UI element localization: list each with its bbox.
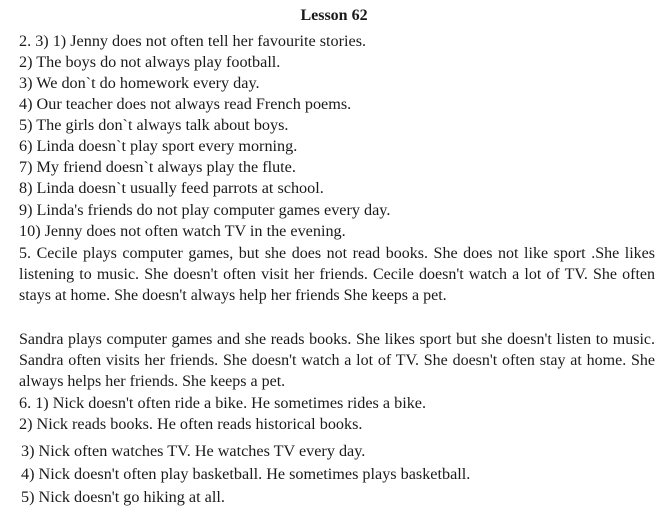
- ex2-line-1: 2. 3) 1) Jenny does not often tell her favourite stories.: [19, 32, 367, 50]
- ex2-line-10: 10) Jenny does not often watch TV in the evening.: [19, 222, 346, 240]
- ex6-line-2: 2) Nick reads books. He often reads historical books.: [19, 415, 363, 433]
- ex2-line-8: 8) Linda doesn`t usually feed parrots at school.: [19, 179, 324, 197]
- ex2-line-2: 2) The boys do not always play football.: [19, 53, 281, 71]
- ex2-line-7: 7) My friend doesn`t always play the flute.: [19, 158, 296, 176]
- ex2-line-6: 6) Linda doesn`t play sport every morning.: [19, 137, 298, 155]
- ex2-line-3: 3) We don`t do homework every day.: [19, 74, 260, 92]
- ex5-sandra-paragraph: Sandra plays computer games and she reads books. She likes sport but she doesn't listen to music. Sandra often visits her friends. She doesn't watch a lot of TV. She doesn't often stay at home. She always helps her friends. She keeps a pet.: [19, 331, 655, 390]
- ex6-line-5: 5) Nick doesn't go hiking at all.: [21, 488, 225, 506]
- ex6-line-1: 6. 1) Nick doesn't often ride a bike. He sometimes rides a bike.: [19, 394, 427, 412]
- page-title: Lesson 62: [300, 7, 368, 24]
- ex5-cecile-paragraph: 5. Cecile plays computer games, but she does not read books. She does not like sport .She likes listening to music. She doesn't often visit her friends. Cecile doesn't watch a lot of TV. She often stays at home. She doesn't always help her friends She keeps a pet.: [19, 245, 655, 304]
- ex6-line-4: 4) Nick doesn't often play basketball. He sometimes plays basketball.: [21, 465, 471, 483]
- ex2-line-5: 5) The girls don`t always talk about boys.: [19, 116, 289, 134]
- ex6-line-3: 3) Nick often watches TV. He watches TV every day.: [21, 442, 366, 460]
- ex2-line-9: 9) Linda's friends do not play computer games every day.: [19, 201, 391, 219]
- ex2-line-4: 4) Our teacher does not always read French poems.: [19, 95, 352, 113]
